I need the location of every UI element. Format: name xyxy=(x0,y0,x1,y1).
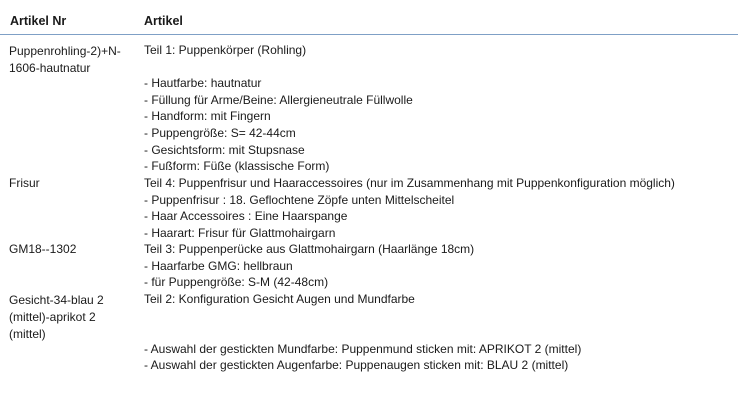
column-header-artikel-nr: Artikel Nr xyxy=(10,14,67,28)
table-header xyxy=(0,0,738,35)
article-detail: - Puppengröße: S= 42-44cm xyxy=(144,125,296,140)
article-number: Gesicht-34-blau 2 (mittel)-aprikot 2 (mittel) xyxy=(9,293,104,341)
column-header-artikel: Artikel xyxy=(144,14,183,28)
article-detail: - Auswahl der gestickten Augenfarbe: Puppenaugen sticken mit: BLAU 2 (mittel) xyxy=(144,358,569,373)
article-detail: - für Puppengröße: S-M (42-48cm) xyxy=(144,275,329,290)
article-detail: - Auswahl der gestickten Mundfarbe: Puppenmund sticken mit: APRIKOT 2 (mittel) xyxy=(144,341,582,356)
article-description xyxy=(144,175,734,241)
article-title: Teil 3: Puppenperücke aus Glattmohairgarn (Haarlänge 18cm) xyxy=(144,242,475,256)
article-detail: - Fußform: Füße (klassische Form) xyxy=(144,159,330,174)
article-title: Teil 2: Konfiguration Gesicht Augen und Mundfarbe xyxy=(144,292,415,306)
article-detail: - Füllung für Arme/Beine: Allergieneutrale Füllwolle xyxy=(144,92,413,107)
article-number: Puppenrohling-2)+N- 1606-hautnatur xyxy=(9,44,121,75)
article-description xyxy=(144,241,734,291)
article-detail: - Hautfarbe: hautnatur xyxy=(144,76,262,91)
article-detail: - Haarfarbe GMG: hellbraun xyxy=(144,258,293,273)
article-number: GM18--1302 xyxy=(9,242,77,256)
article-description xyxy=(144,291,734,374)
article-detail: - Gesichtsform: mit Stupsnase xyxy=(144,142,305,157)
article-detail: - Handform: mit Fingern xyxy=(144,109,271,124)
article-detail: - Puppenfrisur : 18. Geflochtene Zöpfe unten Mittelscheitel xyxy=(144,192,455,207)
article-title: Teil 4: Puppenfrisur und Haaraccessoires (nur im Zusammenhang mit Puppenkonfiguration möglich) xyxy=(144,176,675,190)
article-title: Teil 1: Puppenkörper (Rohling) xyxy=(144,43,307,57)
article-detail: - Haar Accessoires : Eine Haarspange xyxy=(144,209,348,224)
article-detail: - Haarart: Frisur für Glattmohairgarn xyxy=(144,225,336,240)
article-description xyxy=(144,42,734,175)
article-number: Frisur xyxy=(9,176,40,190)
